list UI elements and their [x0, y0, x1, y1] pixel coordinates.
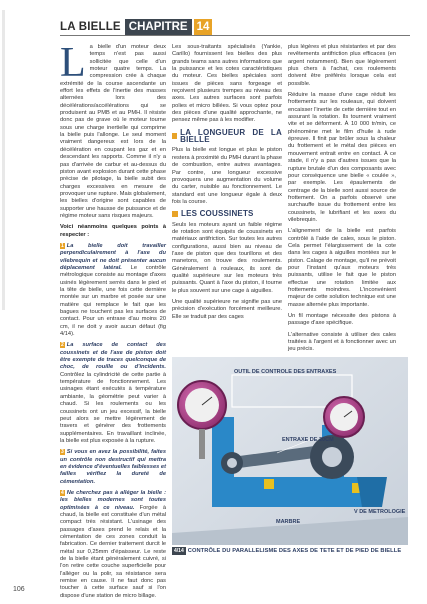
- section-text-longueur: Plus la bielle est longue et plus le piston restera à proximité du PMH durant la phase de combustion, entre autres avantages. Par contre, une longueur excessive provoquera une augmentation du volume du carter, nuisible au fonctionnement. Le standard est une longueur égale à deux fois la course.: [172, 147, 283, 205]
- label-entraxes-tool: OUTIL DE CONTROLE DES ENTRAXES: [234, 369, 337, 375]
- col3-paragraph-3: L'alignement de la bielle est parfois contrôlé à l'aide de cales, sous le piston. Cela permet l'élargissement de la cote dans les cages à aiguilles montées sur le piston. Calage de montage, qu'il ne prévoit pour l'instant qu'aux moteurs très puissants, utilise le fait que le piston effectue une rotation limitée aux frottements moindres. L'inconvénient majeur de cette solution technique est une masse alternée plus importante.: [288, 228, 396, 308]
- label-v-metrologie: V DE METROLOGIE: [354, 509, 406, 515]
- chapter-header: [60, 18, 212, 35]
- figure-caption-text: CONTRÔLE DU PARALLELISME DES AXES DE TETE ET DE PIED DE BIELLE: [187, 548, 402, 554]
- point-1-lead: La bielle doit travailler perpendiculairement à l'axe du vilebrequin et ne doit présenter aucun déplacement latéral.: [60, 242, 166, 271]
- point-4: [60, 490, 166, 600]
- figure-caption: [172, 546, 408, 556]
- point-1-text: Le contrôle métrologique consiste au montage d'axes usinés légèrement serrés dans le pied et la tête de bielle, une fois cette dernière montée sur un marbre et posée sur une matière qui remplace le fait que les bagues ne touchent pas les surfaces de contact. Pour un entraxe d'au moins 20 cm, il ne doit y avoir aucun défaut (fig 4/14).: [60, 264, 167, 338]
- intro-paragraph: [60, 40, 166, 220]
- point-4-text: Forgée à chaud, la bielle est constituée d'un métal compact très résistant. L'usinage des passages d'axes prend le relais et la cémentation de ces zones conduit la fabrication. Ce dernier traitement durcit le métal sur 0,25mm d'épaisseur. Le reste de la bielle étant généralement cuivré, si l'on retire cette couche superficielle pour l'alléger ou la polir, sa résistance sera remise en cause. Il ne faut donc pas toucher à cette surface sauf si l'on dispose d'une station de micro billage.: [60, 504, 166, 599]
- point-2-lead: La surface de contact des coussinets et de l'axe de piston doit être exempte de traces quelconque de choc, de rouille ou d'incidents.: [60, 342, 166, 371]
- header-title: LA BIELLE: [60, 20, 121, 33]
- section-text-coussinets-2: Une qualité supérieure ne signifie pas une précision d'exécution forcément meilleure. Elle se traduit par des cages: [172, 299, 282, 320]
- figure-number: 4/14: [174, 548, 184, 554]
- point-3-lead: Si vous en avez la possibilité, faites un contrôle non destructif qui mettra en évidence d'éventuelles faiblesses et failles vérifiez la dureté de cémentation.: [60, 449, 166, 485]
- intro-text: a bielle d'un moteur deux temps n'est pas aussi sollicitée que celle d'un moteur quatre temps. La compression crée à chaque extrémité de la course ascendante un effort les effets de l'inertie des masses alternées lors des décélérations/accélérations qui se produisent au PMB et au PMH. Il résiste donc pas de grave où le moteur tourne sous une charge inertielle qui comprime la bielle puis l'allonge. Le seul moment vraiment dangereux est lors de la décélération en coupant les gaz et en descendant les rapports. Comme il n'y a pas d'arrivée de carbur et au-dessus du piston avant explosion durant cette phase précise de pilotage, la bielle subit des charges excessives en mesure de provoquer une rupture. Mais globalement, les bielles d'origine sont capables de supporter une hausse de puissance et de régime moteur sans risques majeurs.: [60, 44, 166, 219]
- column-3: [288, 44, 396, 358]
- page-number: 106: [13, 586, 25, 593]
- page-edge: [2, 10, 5, 310]
- points-heading: Voici néanmoins quelques points à respecter :: [60, 224, 166, 238]
- label-marbre: MARBRE: [276, 519, 301, 525]
- figure-illustration: [172, 357, 408, 545]
- point-4-lead: Ne cherchez pas à alléger la bielle : les bielles modernes sont toutes optimisées à ce niveau.: [60, 489, 166, 511]
- section-title-longueur: LA LONGUEUR DE LA BIELLE: [180, 127, 282, 145]
- point-2: [60, 342, 166, 445]
- section-heading-longueur: [172, 129, 282, 144]
- drop-cap: L: [60, 40, 86, 86]
- point-3: [60, 449, 166, 486]
- label-entraxe-20cm: ENTRAXE DE 20CM: [282, 437, 334, 443]
- col3-paragraph-4: Un fil montage nécessite des pistons à passage d'axe spécifique.: [288, 313, 396, 327]
- figure-connecting-rod-check: [172, 357, 408, 545]
- section-bullet-icon: [172, 133, 177, 139]
- section-text-coussinets-1: Seuls les moteurs ayant un faible régime de rotation sont équipés de coussinets en matériaux antifriction. Sur toutes les autres configurations, aussi bien au niveau de l'axe de piston que des tourillons et des manetons, on trouve des roulements. Généralement à rouleaux, ils sont de qualité supérieure sur les moteurs très puissants. Quant à l'axe du piston, il tourne le plus souvent sur une cage à aiguilles.: [172, 221, 282, 294]
- chapter-label: CHAPITRE: [125, 19, 192, 35]
- point-2-text: Contrôlez la cylindricité de cette partie à température de fonctionnement. Les usinages étant exécutés à température ambiante, la géométrie peut varier à chaud. Si les roulements ou les coussinets ont un jeu excessif, la bielle peut alors se mettre légèrement de travers et générer des frottements supplémentaires. En travaillant inclinée, la bielle est plus exposée à la rupture.: [60, 371, 166, 444]
- col3-paragraph-2: Réduire la masse d'une cage réduit les frottements sur les rouleaux, qui doivent encaisser l'inertie de cette dernière tout en assurant la rotation. Ils tournent vraiment vite et se déforment. À 10 000 tr/min, ce phénomène met le film d'huile à rude épreuve. Il finit par brûler sous la chaleur du frottement et le métal des pièces en mouvement entrait entre en contact. À ce stade, il n'y a pas d'autres issues que la rupture brutale d'un des composants avec pour conséquence une bielle « coulée », par exemple. Les épaulements de centrage de la bielle sont aussi source de frottement. On a parfois observé une surchauffe issue du frottement entre les coussinets, le lubrifiant et les axes du vilebrequin.: [288, 92, 396, 223]
- col2-intro: Les sous-traitants spécialisés (Yankie, Carillo) fournissent les bielles des plus grands teams sans autres informations que la puissance et les cotes caractéristiques du moteur. Ces bielles spéciales sont issues de pièces sans forgeage et reçoivent plusieurs trempes au niveau des axes. Les autres surfaces sont parfois polies et micro billées. Si vous optez pour des pièces d'une qualité approchante, ne pensez même pas à les modifier.: [172, 44, 282, 124]
- point-3-marker: 3: [61, 449, 64, 456]
- point-4-marker: 4: [61, 489, 64, 496]
- column-2: [172, 44, 282, 325]
- col3-paragraph-5: L'alternative consiste à utiliser des cales traitées à l'argent et à fonctionner avec un jeu précis.: [288, 331, 396, 353]
- chapter-number: 14: [194, 19, 213, 35]
- col3-paragraph-1: plus légères et plus résistantes et par des revêtements antifriction plus efficaces (en argent notamment). Bien que légèrement plus chers à l'achat, ces roulements doivent être préférés lorsque cela est possible.: [288, 44, 396, 87]
- section-bullet-icon: [172, 211, 178, 217]
- column-1: [60, 40, 167, 604]
- section-title-coussinets: LES COUSSINETS: [181, 209, 254, 219]
- section-heading-coussinets: [172, 210, 282, 217]
- point-1-marker: 1: [61, 242, 64, 249]
- point-1: [60, 243, 166, 338]
- header-rule: [60, 35, 410, 36]
- point-2-marker: 2: [61, 342, 64, 349]
